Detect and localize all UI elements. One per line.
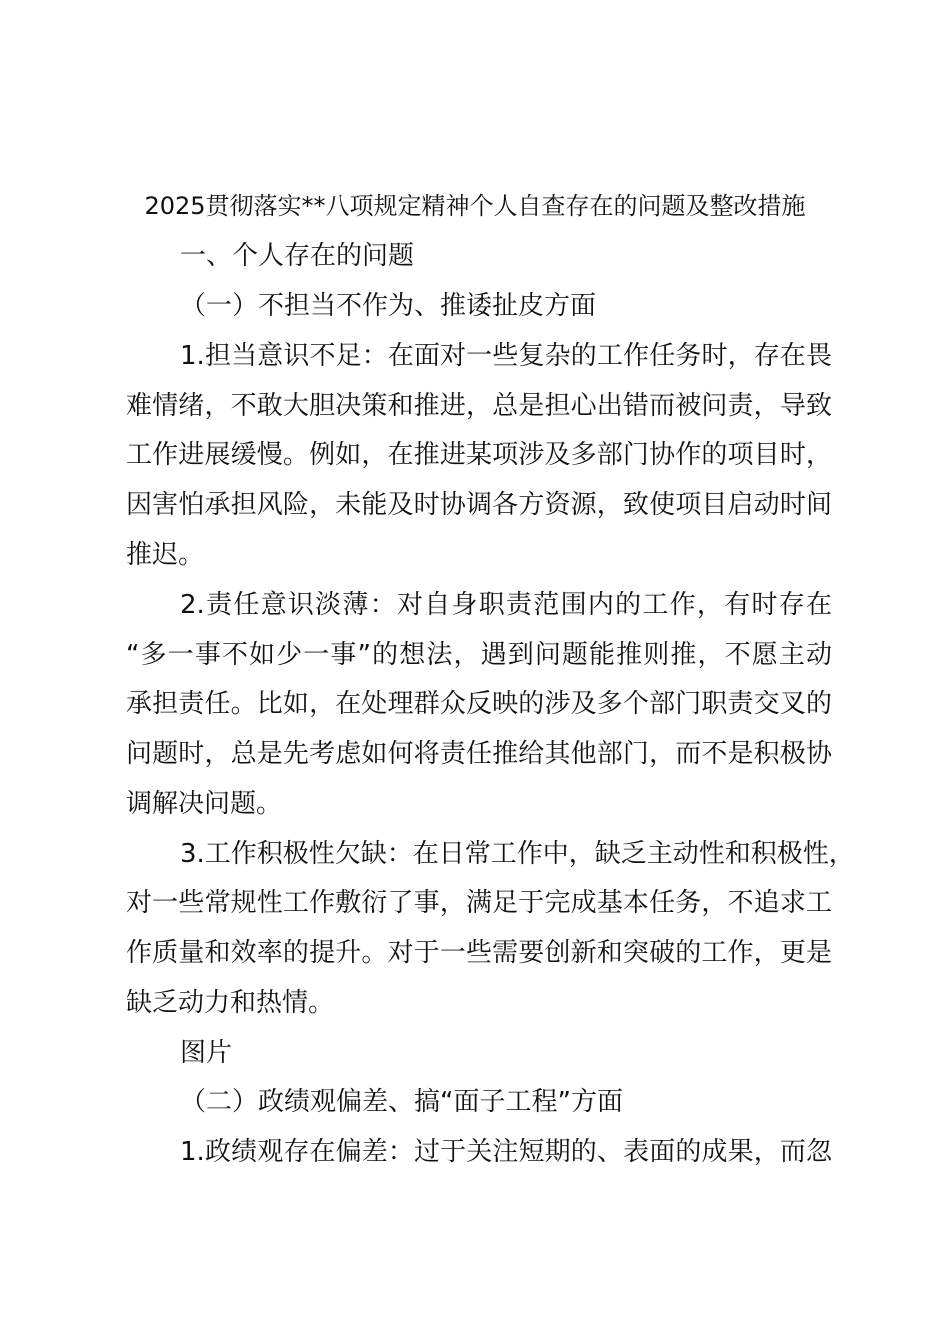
heading-personal-problems: 一、个人存在的问题 [180, 241, 415, 271]
s1-item1-line-5: 推迟。 [126, 540, 205, 570]
s1-item1-line-1: 1.担当意识不足：在面对一些复杂的工作任务时，存在畏 [180, 341, 832, 371]
s1-item2-line-1: 2.责任意识淡薄：对自身职责范围内的工作，有时存在 [180, 590, 832, 620]
s1-item2-line-5: 调解决问题。 [126, 789, 283, 819]
s2-item1-line-1: 1.政绩观存在偏差：过于关注短期的、表面的成果，而忽 [180, 1137, 832, 1167]
s1-item1-line-3: 工作进展缓慢。例如，在推进某项涉及多部门协作的项目时， [126, 440, 832, 470]
s1-item1-line-4: 因害怕承担风险，未能及时协调各方资源，致使项目启动时间 [126, 490, 832, 520]
s1-item2-line-2: “多一事不如少一事”的想法，遇到问题能推则推，不愿主动 [126, 640, 832, 670]
s1-item3-line-1: 3.工作积极性欠缺：在日常工作中，缺乏主动性和积极性， [180, 839, 855, 869]
s1-item3-line-4: 缺乏动力和热情。 [126, 988, 335, 1018]
s1-item3-line-2: 对一些常规性工作敷衍了事，满足于完成基本任务，不追求工 [126, 888, 832, 918]
section-1-heading: （一）不担当不作为、推诿扯皮方面 [180, 291, 597, 321]
s1-item1-line-2: 难情绪，不敢大胆决策和推进，总是担心出错而被问责，导致 [126, 391, 832, 421]
section-2-heading: （二）政绩观偏差、搞“面子工程”方面 [180, 1087, 623, 1117]
s1-item2-line-3: 承担责任。比如，在处理群众反映的涉及多个部门职责交叉的 [126, 689, 832, 719]
s1-item3-line-3: 作质量和效率的提升。对于一些需要创新和突破的工作，更是 [126, 938, 832, 968]
s1-item2-line-4: 问题时，总是先考虑如何将责任推给其他部门，而不是积极协 [126, 739, 832, 769]
document-title: 2025贯彻落实**八项规定精神个人自查存在的问题及整改措施 [144, 192, 806, 220]
image-placeholder-label: 图片 [180, 1038, 233, 1068]
